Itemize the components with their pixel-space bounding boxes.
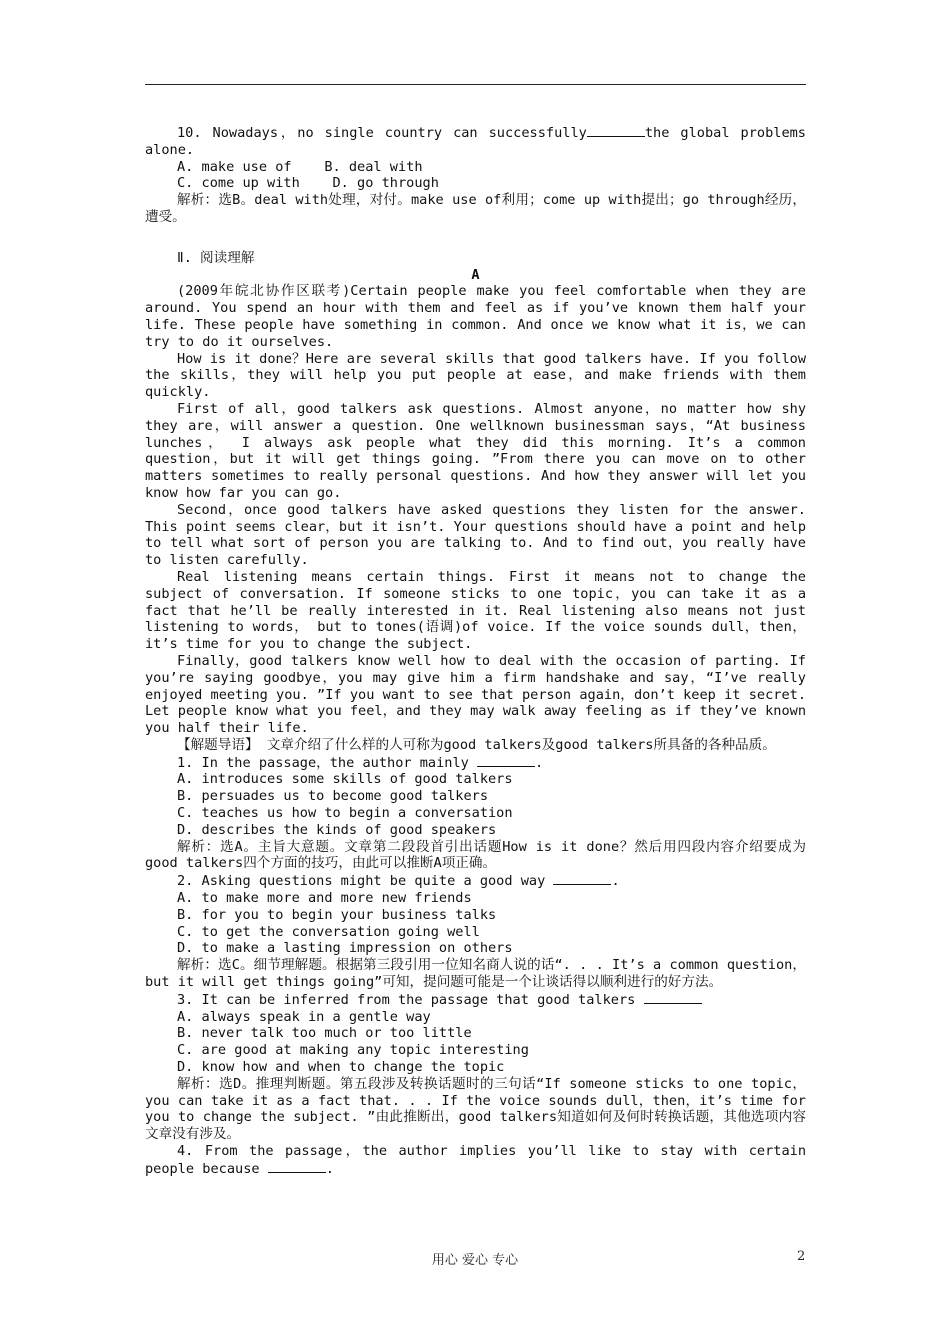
passage-label: A (471, 266, 480, 283)
question-analysis: 解析：选D。推理判断题。第五段涉及转换话题时的三句话“If someone sticks to one topic，you can take it as a fact that. . . If the voice sounds dull，then，it’s time for you to change the subject. ”由此推断出，good talkers知道如何及何时转换话题，其他选项内容文章没有涉及。 (145, 1075, 806, 1143)
answer-option: B. for you to begin your business talks (177, 906, 497, 923)
answer-option: C. are good at making any topic interesting (177, 1042, 529, 1059)
footer-text: 用心 爱心 专心 (431, 1253, 519, 1268)
answer-option: A. to make more and more new friends (177, 890, 472, 907)
answer-blank (268, 1160, 326, 1173)
question-stem: 4. From the passage，the author implies you’ll like to stay with certain people because . (145, 1143, 806, 1177)
page-number: 2 (797, 1249, 806, 1264)
guide-paragraph (145, 737, 806, 754)
question-list (145, 754, 806, 1178)
q10-analysis: 解析：选B。deal with处理，对付。make use of利用；come up with提出；go through经历，遭受。 (145, 192, 806, 225)
q10-options-row2: C. come up with D. go through (177, 175, 439, 192)
answer-option: C. teaches us how to begin a conversation (177, 805, 513, 822)
answer-blank (477, 754, 535, 767)
passage-paragraph: How is it done？Here are several skills that good talkers have. If you follow the skills，they will help you put people at ease，and make friends with them quickly. (145, 350, 806, 401)
question-stem: 1. In the passage，the author mainly . (177, 754, 544, 771)
answer-option: D. to make a lasting impression on others (177, 940, 513, 957)
q10-options-row1: A. make use of B. deal with (177, 158, 423, 175)
answer-option: D. describes the kinds of good speakers (177, 821, 497, 838)
passage-paragraph: First of all，good talkers ask questions. Almost anyone，no matter how shy they are，will answer a question. One wellknown businessman says，“At business lunches， I always ask people what they did this morning. It’s a common question，but it will get things going. ”From there you can move on to other matters sometimes to really personal questions. And how they answer will let you know how far you can go. (145, 400, 806, 501)
passage-paragraph: Real listening means certain things. First it means not to change the subject of conversation. If someone sticks to one topic，you can take it as a fact that he’ll be really interested in it. Real listening also means not just listening to words， but to tones(语调)of voice. If the voice sounds dull，then，it’s time for you to change the subject. (145, 568, 806, 653)
answer-option: B. never talk too much or too little (177, 1025, 472, 1042)
section-heading: Ⅱ. 阅读理解 (177, 249, 255, 266)
header-rule (145, 84, 806, 85)
answer-option: A. introduces some skills of good talkers (177, 771, 513, 788)
guide-text: 文章介绍了什么样的人可称为good talkers及good talkers所具备的各种品质。 (258, 736, 776, 753)
passage-paragraph: Second，once good talkers have asked questions they listen for the answer. This point seems clear，but it isn’t. Your questions should have a point and help to tell what sort of person you are talking to. And to find out，you really have to listen carefully. (145, 501, 806, 569)
answer-blank (587, 124, 645, 137)
guide-label: 【解题导语】 (177, 736, 259, 753)
answer-blank (644, 991, 702, 1004)
passage-paragraph: (2009年皖北协作区联考)Certain people make you feel comfortable when they are around. You spend an hour with them and feel as if you’ve known them half your life. These people have something in common. And once we know what it is，we can try to do it ourselves. (145, 283, 806, 350)
question-stem: 2. Asking questions might be quite a good way . (177, 873, 620, 890)
question-stem: 3. It can be inferred from the passage that good talkers (145, 991, 806, 1009)
answer-option: B. persuades us to become good talkers (177, 788, 488, 805)
answer-option: A. always speak in a gentle way (177, 1008, 431, 1025)
answer-option: C. to get the conversation going well (177, 923, 480, 940)
q10-stem: 10. Nowadays，no single country can successfully the global problems alone. (145, 125, 806, 158)
answer-option: D. know how and when to change the topic (177, 1059, 505, 1076)
passage-paragraph: Finally，good talkers know well how to deal with the occasion of parting. If you’re saying goodbye，you may give him a firm handshake and say，“I’ve really enjoyed meeting you. ”If you want to see that person again，don’t keep it secret. Let people know what you feel，and they may walk away feeling as if they’ve known you half their life. (145, 652, 806, 737)
answer-blank (553, 872, 611, 885)
reading-passage (145, 283, 806, 737)
page-content (145, 124, 806, 1178)
question-analysis: 解析：选A。主旨大意题。文章第二段段首引出话题How is it done？然后用四段内容介绍要成为good talkers四个方面的技巧，由此可以推断A项正确。 (145, 838, 806, 872)
question-analysis: 解析：选C。细节理解题。根据第三段引用一位知名商人说的话“. . . It’s a common question，but it will get things going”可知，提问题可能是一个让谈话得以顺利进行的好方法。 (145, 957, 806, 991)
